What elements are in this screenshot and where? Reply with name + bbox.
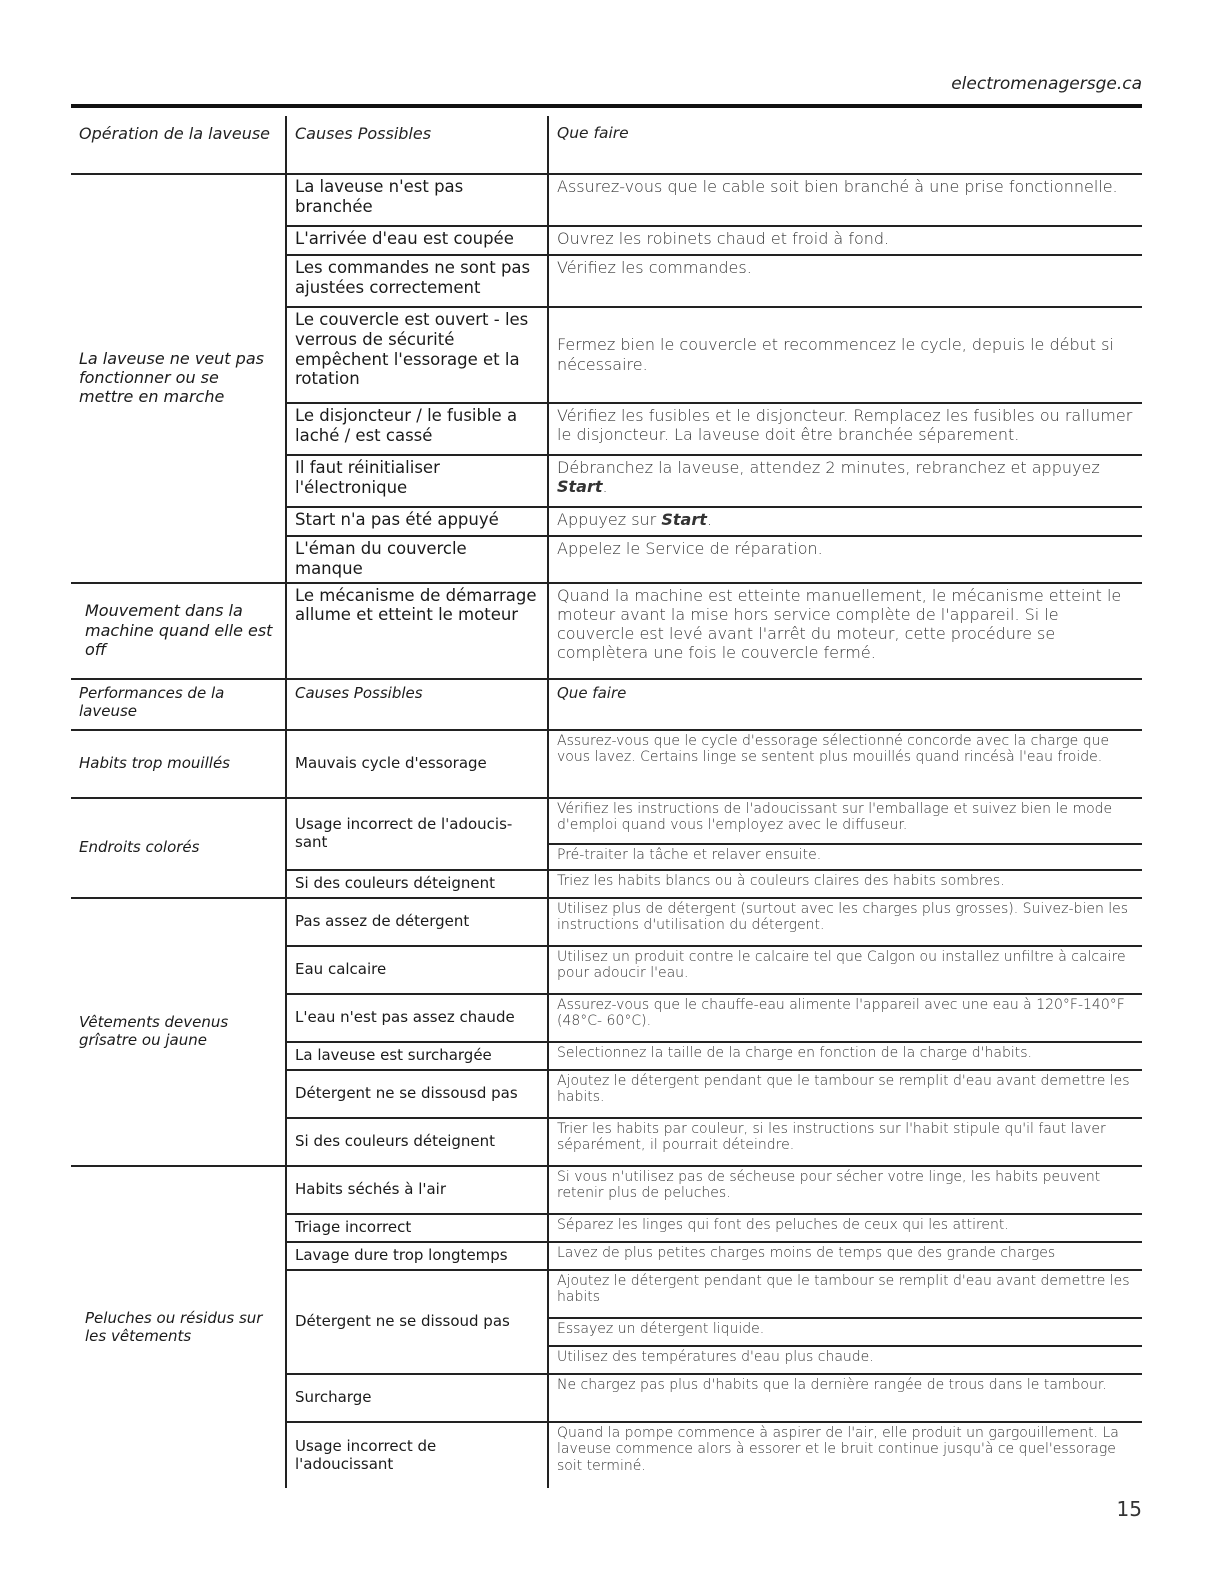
cause-cell: Détergent ne se dissoud pas xyxy=(286,1270,548,1374)
cause-cell: Usage incorrect de l'adoucissant xyxy=(286,1422,548,1488)
fix-cell: Essayez un détergent liquide. xyxy=(548,1318,1142,1346)
fix-cell xyxy=(548,455,1142,507)
cause-cell: Surcharge xyxy=(286,1374,548,1422)
table-row xyxy=(71,1166,1142,1214)
col-header-que-faire: Que faire xyxy=(548,116,1142,174)
cause-cell: Start n'a pas été appuyé xyxy=(286,507,548,536)
site-url: electromenagersge.ca xyxy=(951,74,1142,94)
table-row xyxy=(71,583,1142,679)
col-header-operation: Opération de la laveuse xyxy=(71,116,286,174)
fix-cell: Appelez le Service de réparation. xyxy=(548,536,1142,583)
fix-cell: Quand la machine est etteinte manuellement, le mécanisme etteint le moteur avant la mise hors service complète de l'appareil. Si le couvercle est levé avant l'arrêt du moteur, cette procédure se complètera une fois le couvercle fermé. xyxy=(548,583,1142,679)
fix-cell: Utilisez des températures d'eau plus chaude. xyxy=(548,1346,1142,1374)
fix-cell xyxy=(548,507,1142,536)
fix-cell: Ouvrez les robinets chaud et froid à fond. xyxy=(548,226,1142,255)
cause-cell: Le disjoncteur / le fusible a laché / est cassé xyxy=(286,403,548,455)
start-emphasis: Start xyxy=(557,477,603,497)
cause-cell: Détergent ne se dissousd pas xyxy=(286,1070,548,1118)
fix-cell: Vérifiez les commandes. xyxy=(548,255,1142,307)
cause-cell: La laveuse est surchargée xyxy=(286,1042,548,1070)
problem-cell: La laveuse ne veut pas fonctionner ou se mettre en marche xyxy=(71,174,286,583)
cause-cell: L'arrivée d'eau est coupée xyxy=(286,226,548,255)
fix-cell: Ajoutez le détergent pendant que le tambour se remplit d'eau avant demettre les habits. xyxy=(548,1070,1142,1118)
fix-cell: Assurez-vous que le cable soit bien branché à une prise fonctionnelle. xyxy=(548,174,1142,226)
cause-cell: Habits séchés à l'air xyxy=(286,1166,548,1214)
fix-cell: Assurez-vous que le cycle d'essorage sélectionné concorde avec la charge que vous lavez. Certains linge se sentent plus mouillés quand rincésà l'eau froide. xyxy=(548,730,1142,798)
fix-text: Débranchez la laveuse, attendez 2 minutes, rebranchez et appuyez xyxy=(557,458,1100,477)
cause-cell: Lavage dure trop longtemps xyxy=(286,1242,548,1270)
top-rule xyxy=(71,104,1142,108)
cause-cell: Triage incorrect xyxy=(286,1214,548,1242)
problem-cell: Mouvement dans la machine quand elle est off xyxy=(71,583,286,679)
fix-cell: Ne chargez pas plus d'habits que la dernière rangée de trous dans le tambour. xyxy=(548,1374,1142,1422)
fix-cell: Utilisez un produit contre le calcaire tel que Calgon ou installez unfiltre à calcaire pour adoucir l'eau. xyxy=(548,946,1142,994)
cause-cell: Si des couleurs déteignent xyxy=(286,1118,548,1166)
fix-cell: Séparez les linges qui font des peluches de ceux qui les attirent. xyxy=(548,1214,1142,1242)
fix-cell: Trier les habits par couleur, si les instructions sur l'habit stipule qu'il faut laver séparément, il pourrait déteindre. xyxy=(548,1118,1142,1166)
cause-cell: Mauvais cycle d'essorage xyxy=(286,730,548,798)
fix-cell: Ajoutez le détergent pendant que le tambour se remplit d'eau avant demettre les habits xyxy=(548,1270,1142,1318)
cause-cell: Eau calcaire xyxy=(286,946,548,994)
fix-text: Appuyez sur xyxy=(557,510,657,529)
col-header-causes: Causes Possibles xyxy=(286,116,548,174)
col-header-performances: Performances de la laveuse xyxy=(71,679,286,730)
fix-cell: Si vous n'utilisez pas de sécheuse pour sécher votre linge, les habits peuvent retenir plus de peluches. xyxy=(548,1166,1142,1214)
cause-cell: L'eau n'est pas assez chaude xyxy=(286,994,548,1042)
troubleshooting-table xyxy=(71,116,1142,1488)
col-header-causes-2: Causes Possibles xyxy=(286,679,548,730)
start-emphasis: Start xyxy=(661,510,707,529)
fix-cell: Lavez de plus petites charges moins de temps que des grande charges xyxy=(548,1242,1142,1270)
problem-cell: Habits trop mouillés xyxy=(71,730,286,798)
fix-tail: . xyxy=(602,477,608,497)
section1-header-row xyxy=(71,116,1142,174)
cause-cell: La laveuse n'est pas branchée xyxy=(286,174,548,226)
cause-cell: L'éman du couvercle manque xyxy=(286,536,548,583)
fix-cell: Utilisez plus de détergent (surtout avec les charges plus grosses). Suivez-bien les instructions d'utilisation du détergent. xyxy=(548,898,1142,946)
fix-cell: Selectionnez la taille de la charge en fonction de la charge d'habits. xyxy=(548,1042,1142,1070)
col-header-que-faire-2: Que faire xyxy=(548,679,1142,730)
fix-cell: Vérifiez les instructions de l'adoucissant sur l'emballage et suivez bien le mode d'emploi quand vous l'employez avec le diffuseur. xyxy=(548,798,1142,844)
problem-cell: Endroits colorés xyxy=(71,798,286,898)
cause-cell: Le couvercle est ouvert - les verrous de sécurité empêchent l'essorage et la rotation xyxy=(286,307,548,403)
cause-cell: Le mécanisme de démarrage allume et etteint le moteur xyxy=(286,583,548,679)
table-row xyxy=(71,730,1142,798)
problem-cell: Vêtements devenus grîsatre ou jaune xyxy=(71,898,286,1166)
section2-header-row xyxy=(71,679,1142,730)
cause-cell: Usage incorrect de l'adoucis-sant xyxy=(286,798,548,870)
cause-cell: Il faut réinitialiser l'électronique xyxy=(286,455,548,507)
table-row xyxy=(71,898,1142,946)
page-number: 15 xyxy=(1116,1497,1142,1521)
cause-cell: Pas assez de détergent xyxy=(286,898,548,946)
cause-cell: Les commandes ne sont pas ajustées correctement xyxy=(286,255,548,307)
table-row xyxy=(71,798,1142,844)
fix-tail: . xyxy=(706,510,712,529)
fix-cell: Triez les habits blancs ou à couleurs claires des habits sombres. xyxy=(548,870,1142,898)
fix-cell: Pré-traiter la tâche et relaver ensuite. xyxy=(548,844,1142,870)
cause-cell: Si des couleurs déteignent xyxy=(286,870,548,898)
fix-cell: Vérifiez les fusibles et le disjoncteur. Remplacez les fusibles ou rallumer le disjoncteur. La laveuse doit être branchée séparement. xyxy=(548,403,1142,455)
fix-cell: Quand la pompe commence à aspirer de l'air, elle produit un gargouillement. La laveuse commence alors à essorer et le bruit continue jusqu'à ce quel'essorage soit terminé. xyxy=(548,1422,1142,1488)
fix-cell: Assurez-vous que le chauffe-eau alimente l'appareil avec une eau à 120°F-140°F (48°C- 60°C). xyxy=(548,994,1142,1042)
fix-cell: Fermez bien le couvercle et recommencez le cycle, depuis le début si nécessaire. xyxy=(548,307,1142,403)
problem-cell: Peluches ou résidus sur les vêtements xyxy=(85,1308,263,1345)
table-row xyxy=(71,174,1142,226)
